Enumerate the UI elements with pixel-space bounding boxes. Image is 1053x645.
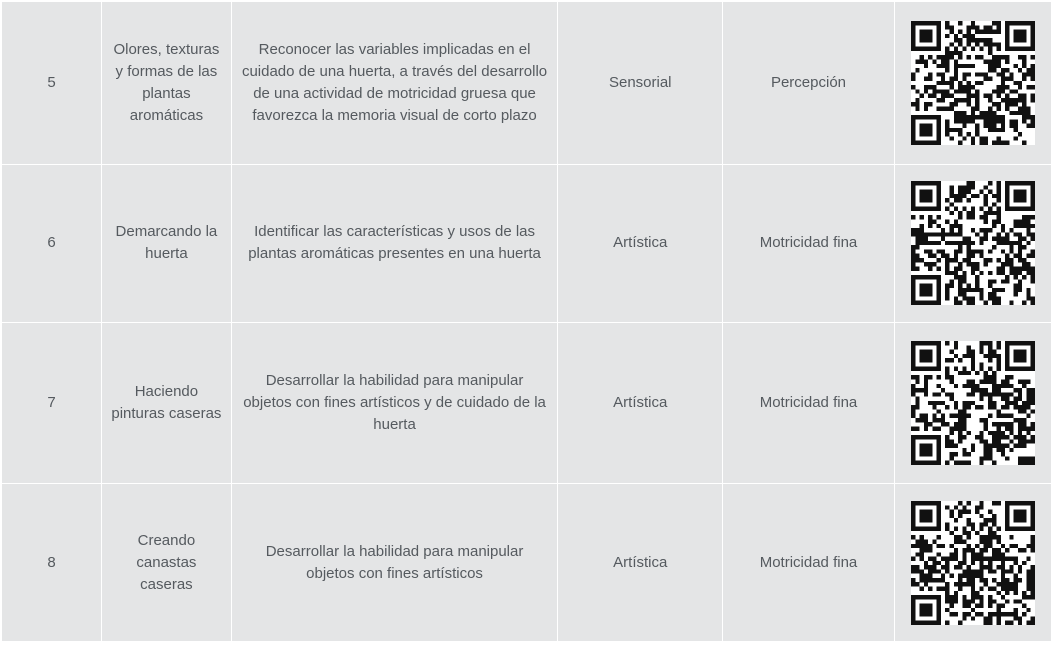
qr-cell <box>894 322 1051 484</box>
activity-number: 5 <box>2 2 102 165</box>
activity-objective: Reconocer las variables implicadas en el cuidado de una huerta, a través del desarrollo de una actividad de motricidad gruesa que favorezca la memoria visual de corto plazo <box>231 2 558 165</box>
activity-type: Sensorial <box>558 2 723 165</box>
qr-cell <box>894 164 1051 322</box>
activity-skill: Percepción <box>723 2 895 165</box>
activity-skill: Motricidad fina <box>723 484 895 642</box>
table-row <box>2 322 1052 484</box>
activities-table-container <box>1 1 1052 642</box>
activity-objective: Identificar las características y usos de las plantas aromáticas presentes en una huerta <box>231 164 558 322</box>
qr-code-icon[interactable] <box>911 501 1035 625</box>
table-row <box>2 2 1052 165</box>
activity-skill: Motricidad fina <box>723 322 895 484</box>
activity-number: 7 <box>2 322 102 484</box>
qr-cell <box>894 2 1051 165</box>
activity-objective: Desarrollar la habilidad para manipular objetos con fines artísticos <box>231 484 558 642</box>
qr-cell <box>894 484 1051 642</box>
activity-name: Haciendo pinturas caseras <box>102 322 232 484</box>
activity-type: Artística <box>558 322 723 484</box>
activity-name: Olores, texturas y formas de las plantas aromáticas <box>102 2 232 165</box>
qr-code-icon[interactable] <box>911 21 1035 145</box>
qr-code-icon[interactable] <box>911 181 1035 305</box>
activity-number: 6 <box>2 164 102 322</box>
activity-name: Demarcando la huerta <box>102 164 232 322</box>
qr-code-icon[interactable] <box>911 341 1035 465</box>
activity-name: Creando canastas caseras <box>102 484 232 642</box>
table-row <box>2 484 1052 642</box>
activity-objective: Desarrollar la habilidad para manipular objetos con fines artísticos y de cuidado de la huerta <box>231 322 558 484</box>
table-row <box>2 164 1052 322</box>
activity-number: 8 <box>2 484 102 642</box>
activity-type: Artística <box>558 164 723 322</box>
activities-table <box>1 1 1052 642</box>
activity-skill: Motricidad fina <box>723 164 895 322</box>
activity-type: Artística <box>558 484 723 642</box>
